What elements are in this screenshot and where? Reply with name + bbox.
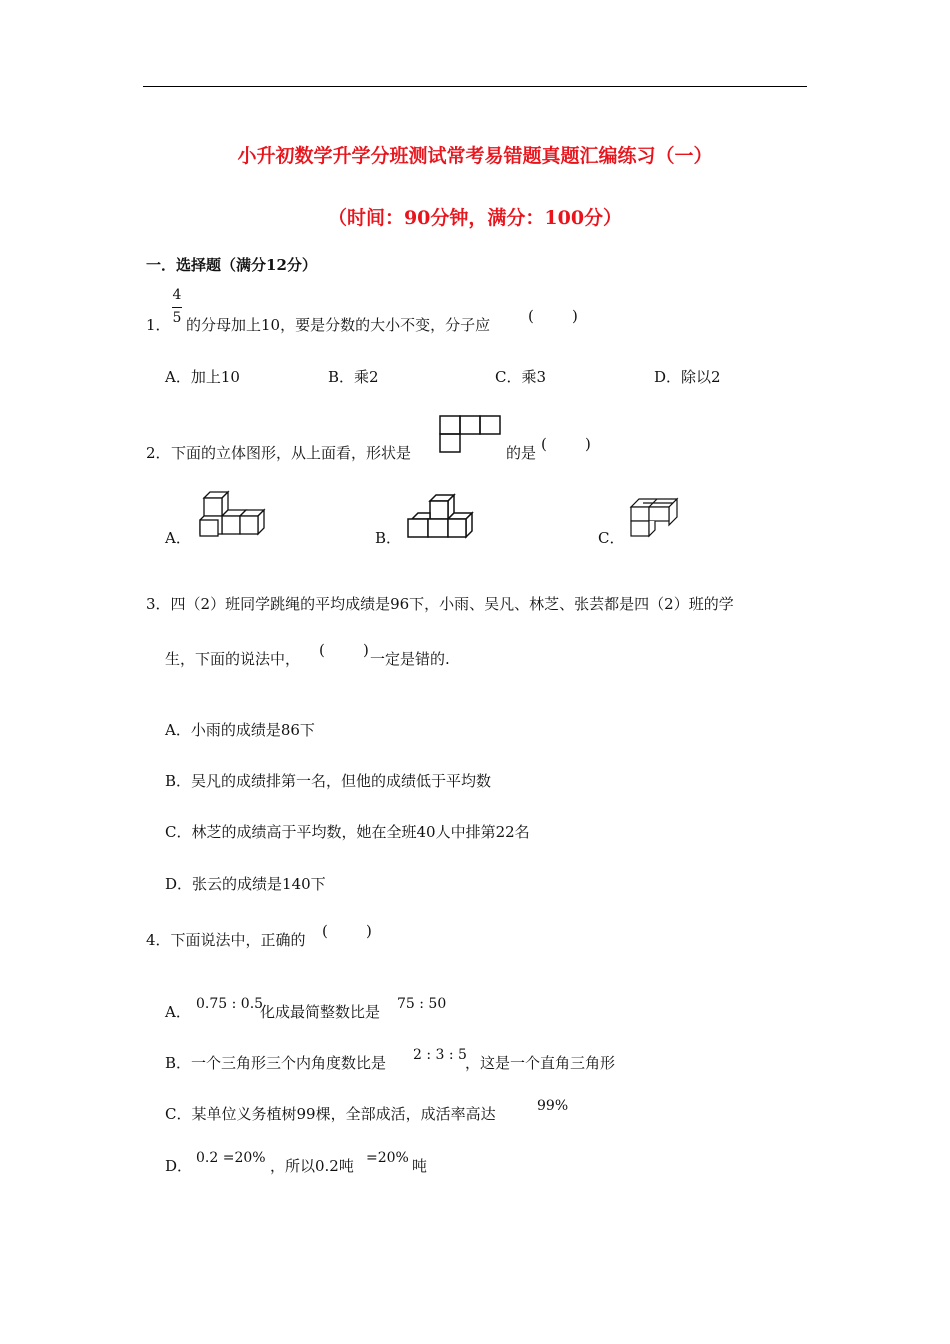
q3-answer-close: ) (363, 641, 369, 659)
q4-answer-close: ) (366, 922, 372, 940)
q1-fraction-denominator: 5 (172, 310, 182, 326)
q3-option-b[interactable]: B．吴凡的成绩排第一名，但他的成绩低于平均数 (165, 772, 492, 790)
q1-option-a[interactable]: A．加上10 (165, 368, 240, 386)
q4-option-c[interactable]: C．某单位义务植树99棵，全部成活，成活率高达 (165, 1105, 496, 1123)
page-subtitle: （时间：90分钟，满分：100分） (327, 207, 623, 229)
section-heading: 一．选择题（满分12分） (146, 256, 317, 274)
q2-option-c[interactable]: C． (598, 529, 625, 547)
q1-number: 1． (146, 316, 171, 334)
q4-option-a-expr-2: 75 : 50 (397, 996, 447, 1012)
q1-option-d[interactable]: D．除以2 (654, 368, 721, 386)
q2-option-c-cubes-icon (629, 497, 681, 539)
q4-option-a-expr-1: 0.75 : 0.5 (196, 996, 264, 1012)
q2-number: 2． (146, 444, 171, 462)
q2-answer-close: ) (585, 435, 591, 453)
q3-option-c[interactable]: C．林芝的成绩高于平均数，她在全班40人中排第22名 (165, 823, 530, 841)
page-title: 小升初数学升学分班测试常考易错题真题汇编练习（一） (237, 145, 713, 167)
q4-option-b-expr: 2 : 3 : 5 (413, 1047, 467, 1063)
q1-fraction-numerator: 4 (172, 287, 182, 303)
q3-option-d[interactable]: D．张云的成绩是140下 (165, 875, 326, 893)
q4-option-c-expr: 99% (537, 1098, 569, 1114)
q4-option-a-text: 化成最简整数比是 (260, 1003, 381, 1021)
q4-option-d-text-after: 吨 (412, 1157, 428, 1175)
q4-option-d-text: ，所以0.2吨 (270, 1157, 354, 1175)
q4-option-b[interactable]: B．一个三角形三个内角度数比是 (165, 1054, 387, 1072)
q3-option-a[interactable]: A．小雨的成绩是86下 (165, 721, 315, 739)
q3-line-1: 3．四（2）班同学跳绳的平均成绩是96下，小雨、吴凡、林芝、张芸都是四（2）班的学 (146, 595, 734, 613)
q2-answer-open: ( (541, 435, 547, 453)
q3-line-2-after: 一定是错的. (370, 650, 450, 668)
q4-option-a[interactable]: A． (165, 1003, 191, 1021)
q4-option-d-expr-1: 0.2 =20% (196, 1150, 266, 1166)
q4-option-d-expr-2: =20% (366, 1150, 409, 1166)
q2-option-a[interactable]: A． (165, 529, 191, 547)
q1-fraction-bar (172, 307, 182, 308)
header-rule (143, 86, 807, 87)
q4-answer-open: ( (322, 922, 328, 940)
q2-option-b[interactable]: B． (375, 529, 402, 547)
q2-top-view-figure (439, 415, 501, 453)
q4-option-b-text-after: ，这是一个直角三角形 (465, 1054, 616, 1072)
q2-text-after: 的是 (506, 444, 537, 462)
q1-answer-close: ) (572, 307, 578, 325)
q4-text: 4．下面说法中，正确的 (146, 931, 306, 949)
q1-text: 的分母加上10，要是分数的大小不变，分子应 (186, 316, 491, 334)
q3-line-2-before: 生，下面的说法中， (165, 650, 301, 668)
q3-answer-open: ( (319, 641, 325, 659)
q2-option-a-cubes-icon (198, 490, 266, 538)
q4-option-d[interactable]: D． (165, 1157, 193, 1175)
q1-option-c[interactable]: C．乘3 (495, 368, 547, 386)
q2-option-b-cubes-icon (406, 493, 476, 539)
q2-text-before: 下面的立体图形，从上面看，形状是 (171, 444, 412, 462)
q1-option-b[interactable]: B．乘2 (328, 368, 379, 386)
q1-answer-open: ( (528, 307, 534, 325)
